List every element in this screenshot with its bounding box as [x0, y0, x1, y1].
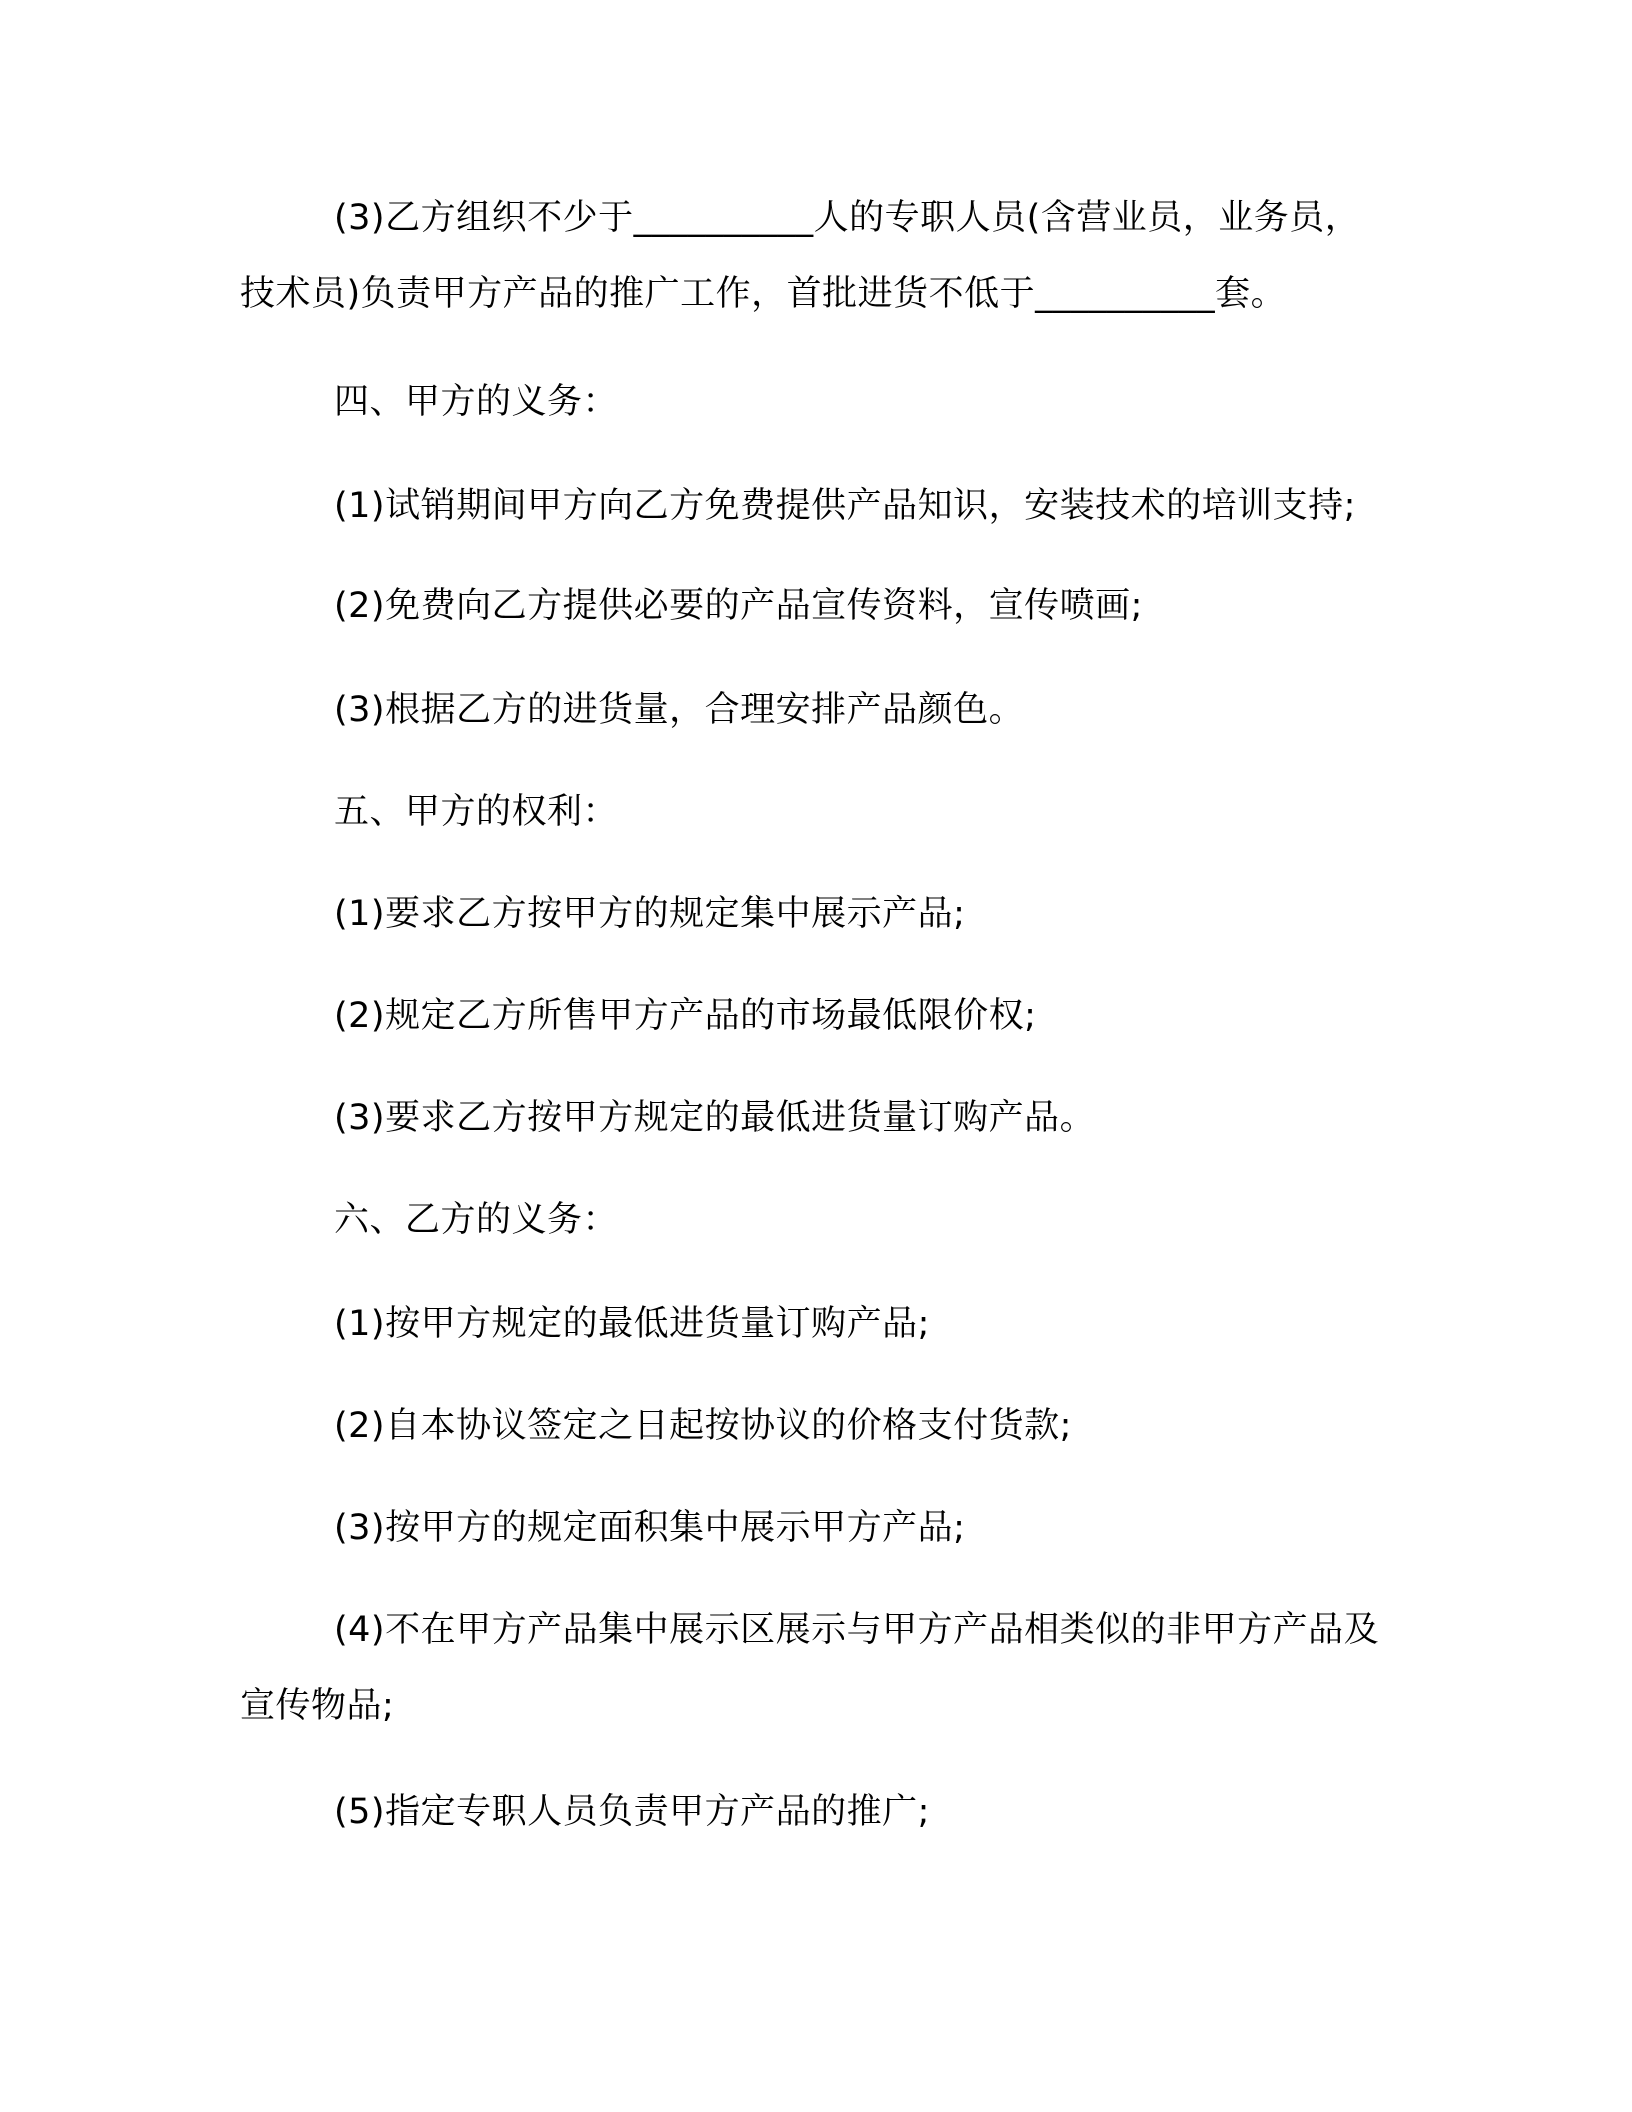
list-item: (3)根据乙方的进货量，合理安排产品颜色。 — [334, 690, 1025, 730]
heading-party-a-rights: 五、甲方的权利： — [334, 792, 619, 832]
list-item: (1)要求乙方按甲方的规定集中展示产品; — [334, 894, 966, 934]
heading-party-a-obligations: 四、甲方的义务： — [334, 382, 619, 422]
heading-party-b-obligations: 六、乙方的义务： — [334, 1200, 619, 1240]
list-item: (2)规定乙方所售甲方产品的市场最低限价权; — [334, 996, 1037, 1036]
list-item: (1)试销期间甲方向乙方免费提供产品知识，安装技术的培训支持; — [334, 486, 1356, 526]
list-item: (3)按甲方的规定面积集中展示甲方产品; — [334, 1508, 966, 1548]
list-item: (2)免费向乙方提供必要的产品宣传资料，宣传喷画; — [334, 586, 1143, 626]
list-item: (2)自本协议签定之日起按协议的价格支付货款; — [334, 1406, 1072, 1446]
list-item: (1)按甲方规定的最低进货量订购产品; — [334, 1304, 930, 1344]
list-item: (5)指定专职人员负责甲方产品的推广; — [334, 1792, 930, 1832]
list-item: (4)不在甲方产品集中展示区展示与甲方产品相类似的非甲方产品及宣传物品; — [240, 1610, 1380, 1726]
list-item: (3)要求乙方按甲方规定的最低进货量订购产品。 — [334, 1098, 1096, 1138]
paragraph-3-staffing: (3)乙方组织不少于__________人的专职人员(含营业员，业务员，技术员)负责甲方产品的推广工作，首批进货不低于__________套。 — [240, 198, 1361, 314]
